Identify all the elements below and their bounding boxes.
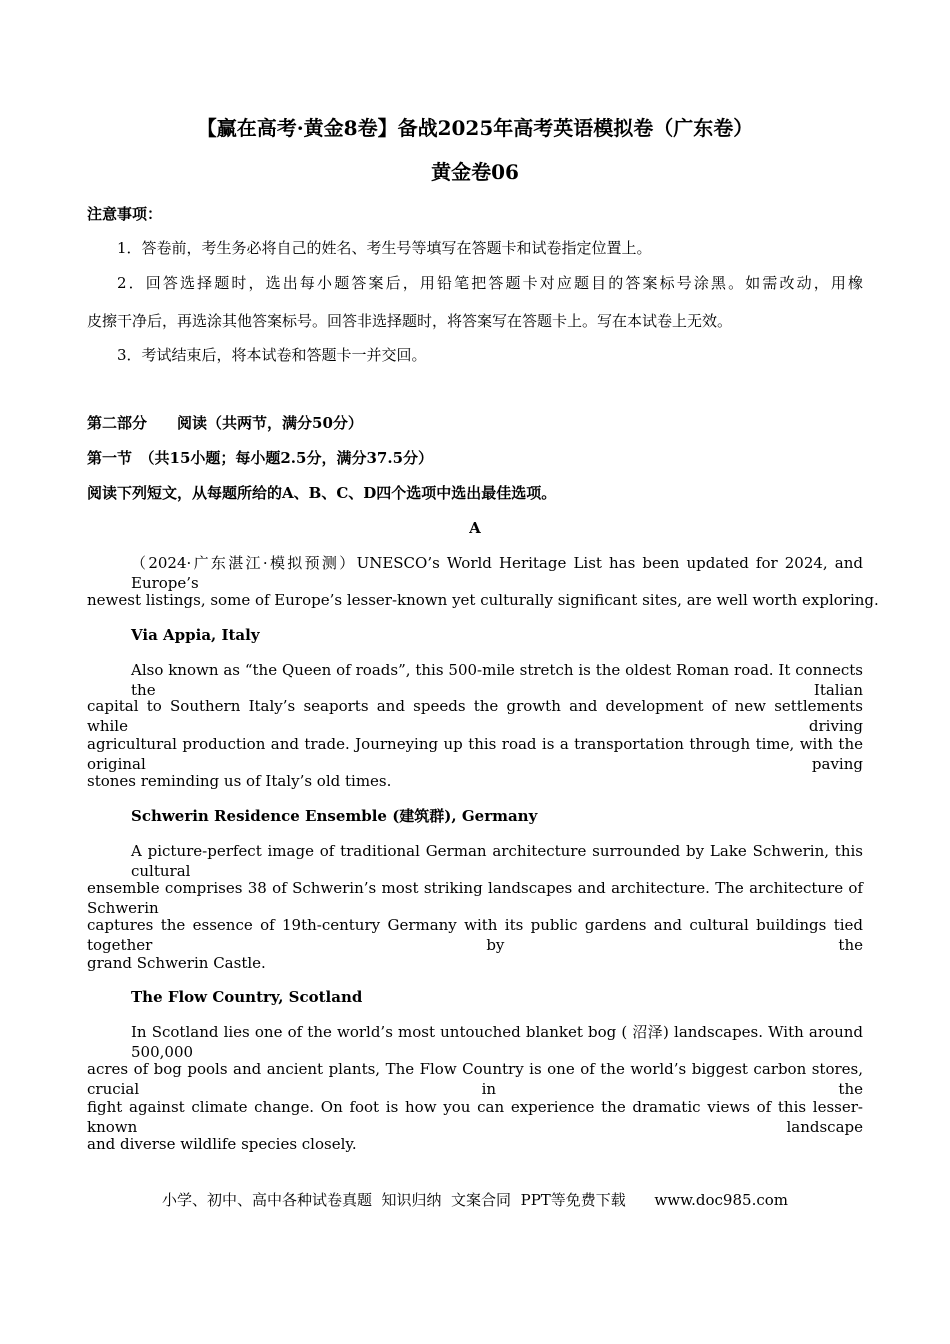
site-heading-via-appia: Via Appia, Italy [131,626,260,644]
notice-item-2-line-2: 皮擦干净后，再选涂其他答案标号。回答非选择题时，将答案写在答题卡上。写在本试卷上无效。 [87,312,733,330]
notice-heading: 注意事项： [87,205,163,223]
notice-item-1: 1．答卷前，考生务必将自己的姓名、考生号等填写在答题卡和试卷指定位置上。 [117,239,652,257]
site-schwerin-line-1: A picture-perfect image of traditional German architecture surrounded by Lake Schwerin, this cultural [131,842,863,880]
site-schwerin-line-4: grand Schwerin Castle. [87,954,266,972]
site-flow-country-line-2: acres of bog pools and ancient plants, The Flow Country is one of the world’s biggest carbon stores, crucial in the [87,1060,863,1098]
site-via-appia-line-2: capital to Southern Italy’s seaports and speeds the growth and development of new settlements while driving [87,697,863,735]
passage-label: A [469,519,481,537]
notice-item-2-line-1: 2．回答选择题时，选出每小题答案后，用铅笔把答题卡对应题目的答案标号涂黑。如需改动，用橡 [117,274,863,292]
page-footer: 小学、初中、高中各种试卷真题 知识归纳 文案合同 PPT等免费下载 www.doc985.com [161,1191,788,1209]
site-heading-flow-country: The Flow Country, Scotland [131,988,363,1006]
site-flow-country-line-3: fight against climate change. On foot is how you can experience the dramatic views of this lesser-known landscape [87,1098,863,1136]
passage-intro-line-2: newest listings, some of Europe’s lesser-known yet culturally significant sites, are well worth exploring. [87,591,879,609]
section-part-heading: 第二部分 阅读（共两节，满分50分） [87,414,363,432]
exam-subtitle: 黄金卷06 [431,160,519,184]
passage-intro-line-1: （2024·广东湛江·模拟预测）UNESCO’s World Heritage List has been updated for 2024, and Europe’s [131,554,863,592]
site-via-appia-line-4: stones reminding us of Italy’s old times. [87,772,392,790]
site-schwerin-line-3: captures the essence of 19th-century Germany with its public gardens and cultural buildings tied together by the [87,916,863,954]
subsection-heading: 第一节 （共15小题；每小题2.5分，满分37.5分） [87,449,434,467]
site-flow-country-line-1: In Scotland lies one of the world’s most untouched blanket bog ( 沼泽) landscapes. With around 500,000 [131,1023,863,1061]
site-via-appia-line-3: agricultural production and trade. Journeying up this road is a transportation through time, with the original paving [87,735,863,773]
reading-instruction: 阅读下列短文，从每题所给的A、B、C、D四个选项中选出最佳选项。 [87,484,557,502]
site-flow-country-line-4: and diverse wildlife species closely. [87,1135,357,1153]
site-via-appia-line-1: Also known as “the Queen of roads”, this 500-mile stretch is the oldest Roman road. It connects the Italian [131,661,863,699]
site-heading-schwerin: Schwerin Residence Ensemble (建筑群), Germany [131,807,538,825]
exam-title: 【赢在高考·黄金8卷】备战2025年高考英语模拟卷（广东卷） [196,116,754,140]
site-schwerin-line-2: ensemble comprises 38 of Schwerin’s most striking landscapes and architecture. The architecture of Schwerin [87,879,863,917]
notice-item-3: 3．考试结束后，将本试卷和答题卡一并交回。 [117,346,427,364]
